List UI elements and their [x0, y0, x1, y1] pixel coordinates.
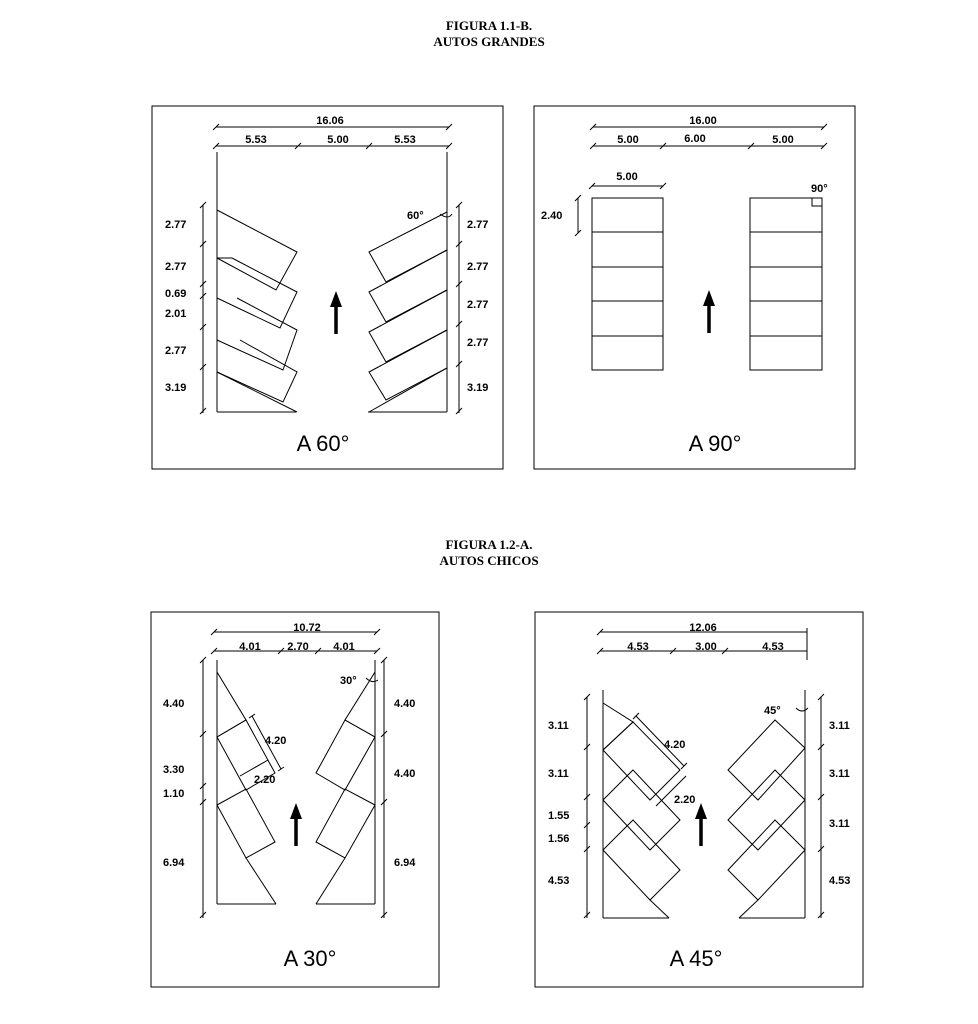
angle-label: 45°	[764, 705, 781, 717]
dim-part-3: 5.53	[394, 134, 416, 146]
dim-part-1: 5.53	[245, 134, 267, 146]
left-dim-1: 2.77	[165, 219, 187, 231]
left-stalls	[217, 210, 297, 412]
left-dim-4: 2.01	[165, 308, 187, 320]
right-dim-1: 3.11	[829, 720, 850, 732]
dim-part-3: 4.01	[333, 641, 355, 653]
left-stalls	[592, 198, 663, 370]
stall-depth: 2.40	[541, 210, 563, 222]
dim-part-2: 2.70	[287, 641, 309, 653]
figure1-title: FIGURA 1.1-B.	[445, 18, 533, 33]
right-dim-5: 3.19	[467, 382, 489, 394]
arrow-up-icon	[703, 290, 715, 333]
dim-part-3: 4.53	[762, 641, 784, 653]
dim-part-1: 5.00	[617, 134, 639, 146]
right-dim-1: 4.40	[394, 698, 416, 710]
right-dim-2: 2.77	[467, 261, 489, 273]
arrow-up-icon	[695, 803, 707, 846]
panel-90-degrees	[534, 106, 855, 469]
stall-length: 4.20	[265, 735, 287, 747]
right-dim-4: 4.53	[829, 875, 851, 887]
panel-60-degrees	[152, 106, 503, 469]
panel-30-frame	[151, 612, 439, 987]
angle-label: 90°	[811, 183, 828, 195]
panel-label: A 30°	[283, 946, 337, 971]
left-dim-3: 0.69	[165, 288, 187, 300]
panel-90-frame	[534, 106, 855, 469]
left-dim-1: 4.40	[163, 698, 185, 710]
right-stalls	[728, 720, 805, 918]
right-dim-2: 3.11	[829, 768, 850, 780]
figure2-subtitle: AUTOS CHICOS	[439, 553, 539, 568]
left-dim-4: 1.56	[548, 833, 570, 845]
figure2-title: FIGURA 1.2-A.	[445, 537, 533, 552]
panel-60-frame	[152, 106, 503, 469]
arrow-up-icon	[330, 291, 342, 334]
dim-part-1: 4.01	[239, 641, 261, 653]
stall-length: 4.20	[664, 739, 686, 751]
left-dim-3: 1.55	[548, 810, 570, 822]
right-dim-4: 2.77	[467, 337, 489, 349]
stall-width: 2.20	[254, 774, 276, 786]
right-dim-3: 2.77	[467, 299, 489, 311]
left-dim-1: 3.11	[548, 720, 569, 732]
panel-label: A 45°	[669, 946, 723, 971]
panel-30-degrees	[151, 612, 439, 987]
dim-total: 16.00	[689, 115, 717, 127]
left-dim-5: 4.53	[548, 875, 570, 887]
dim-part-2: 5.00	[327, 134, 349, 146]
left-dim-3: 1.10	[163, 788, 185, 800]
left-dim-4: 6.94	[163, 857, 185, 869]
dim-part-1: 4.53	[627, 641, 649, 653]
left-dim-5: 2.77	[165, 345, 187, 357]
panel-label: A 60°	[296, 431, 350, 456]
figure1-subtitle: AUTOS GRANDES	[433, 34, 545, 49]
left-dim-2: 2.77	[165, 261, 187, 273]
left-dim-6: 3.19	[165, 382, 187, 394]
left-dim-2: 3.30	[163, 764, 185, 776]
dim-part-2: 3.00	[695, 641, 717, 653]
arrow-up-icon	[290, 803, 302, 846]
panel-45-degrees	[535, 612, 863, 987]
dim-part-2: 6.00	[684, 133, 706, 145]
dim-total: 10.72	[293, 622, 321, 634]
right-dim-3: 6.94	[394, 857, 416, 869]
left-stalls	[603, 703, 680, 918]
stall-width: 2.20	[674, 794, 696, 806]
right-dim-2: 4.40	[394, 768, 416, 780]
angle-label: 30°	[340, 675, 357, 687]
right-stalls	[316, 672, 375, 904]
left-dim-2: 3.11	[548, 768, 569, 780]
right-stalls	[750, 198, 822, 370]
dim-total: 16.06	[316, 115, 344, 127]
dim-part-3: 5.00	[772, 134, 794, 146]
stall-width: 5.00	[616, 171, 638, 183]
panel-label: A 90°	[688, 431, 742, 456]
angle-label: 60°	[407, 210, 424, 222]
left-stalls	[217, 672, 276, 904]
right-stalls	[369, 212, 447, 412]
right-dim-3: 3.11	[829, 818, 850, 830]
right-dim-1: 2.77	[467, 219, 489, 231]
dim-total: 12.06	[689, 622, 717, 634]
